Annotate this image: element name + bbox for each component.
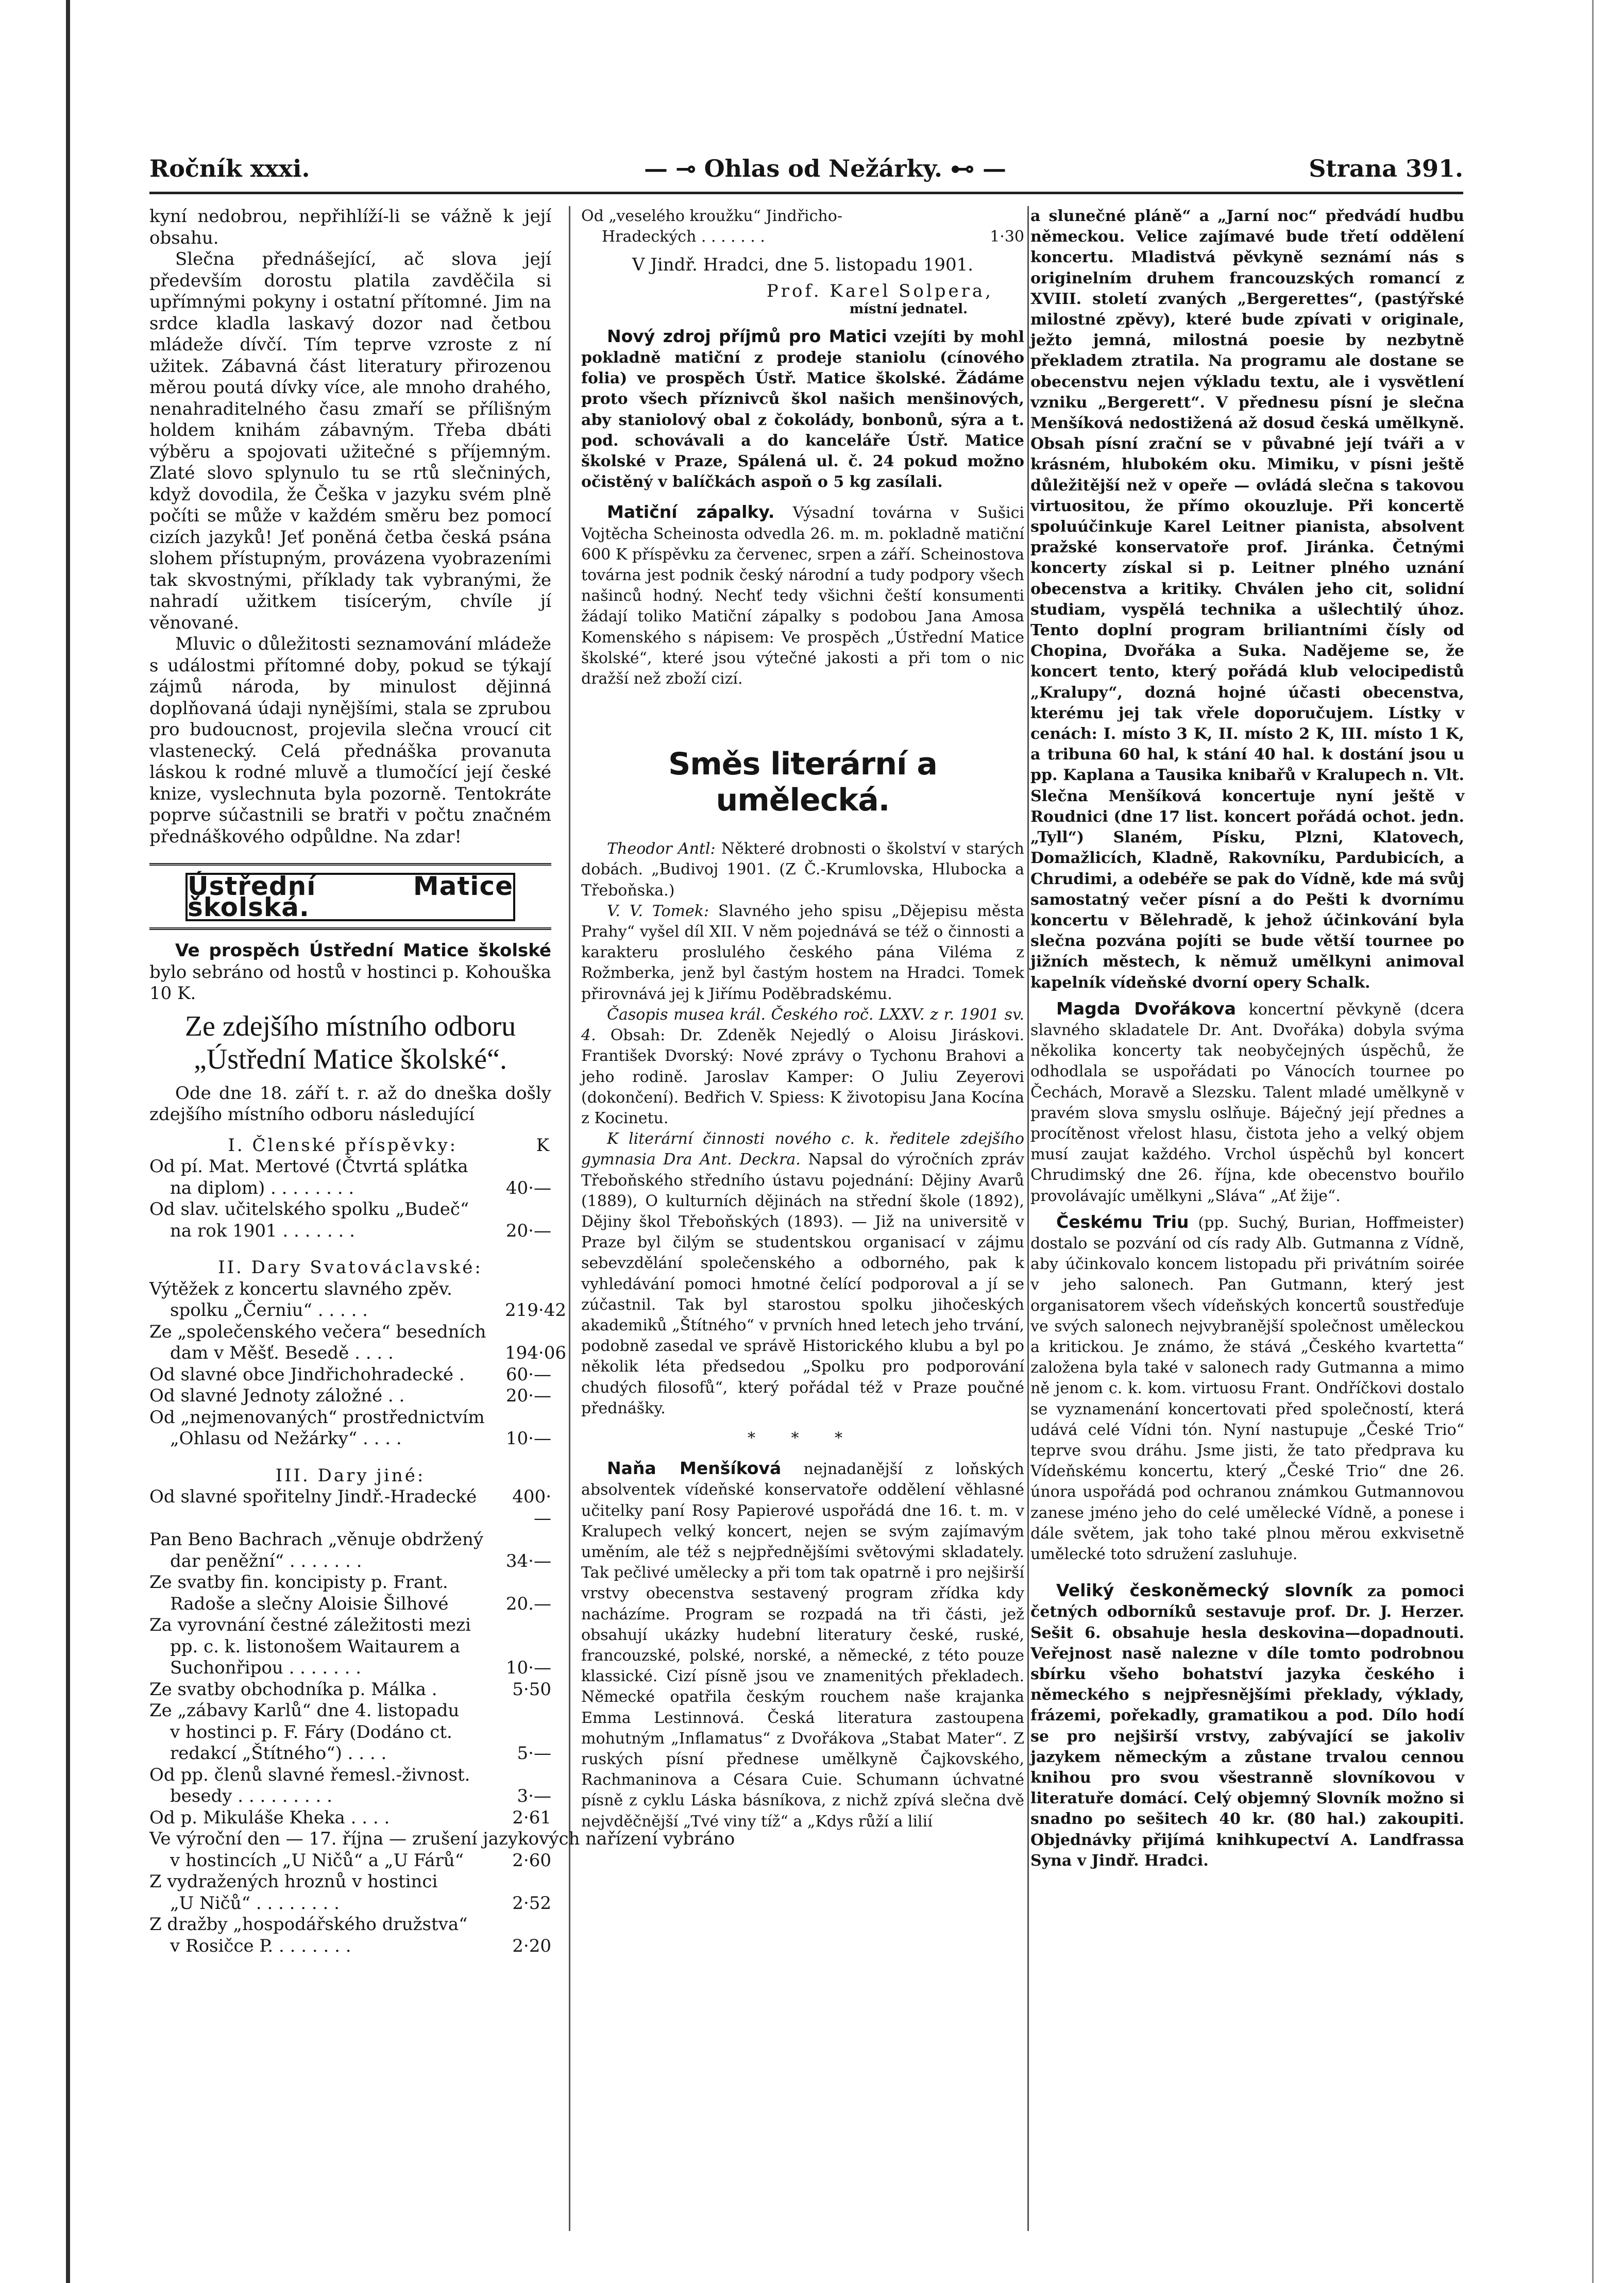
ledger-item-text: Od pp. členů slavné řemesl.-živnost. [149, 1764, 470, 1785]
ledger-item-text: spolku „Černiu“ . . . . . [170, 1300, 368, 1321]
ledger-item-text: Od „nejmenovaných“ prostřednictvím [149, 1407, 485, 1428]
article-lead: Naňa Menšíková [607, 1458, 782, 1479]
ledger-row [149, 1322, 551, 1343]
volume-label: Ročník xxxi. [149, 155, 310, 182]
article-magda [1030, 999, 1464, 1207]
column-2 [581, 206, 1024, 1832]
header-rule [149, 192, 1463, 194]
ledger-item-text: Výtěžek z koncertu slavného zpěv. [149, 1278, 452, 1299]
article-slovnik [1030, 1580, 1464, 1871]
ledger-row [149, 1700, 551, 1722]
ledger-amount: 34·— [505, 1550, 551, 1571]
article-text: za pomoci četných odborníků sestavuje prof. Dr. J. Herzer. Sešit 6. obsahuje hesla deskovina—dopadnouti. Veřejnost nasě nalezne v díle tomto podrobnou sbírku všeho bohatství jazyka českého i německého s nejpřesnějšími překlady, výklady, frázemi, pořekadly, gramatikou a pod. Dílo hodí se pro nejširší vrstvy, zabývající se jakoliv jazykem německým a zůstane trvalou cennou knihou pro svou všestranně slovníkovou v literatuře domácí. Celý objemný Slovník možno si snadno po sešitech 40 kr. (80 hal.) zakoupiti. Objednávky přijímá knihkupectví A. Landfrassa Syna v Jindř. Hradci. [1030, 1582, 1464, 1870]
ledger-amount: 400·— [512, 1486, 551, 1529]
left-binding-edge [66, 0, 70, 2283]
entry-text: Napsal do výročních zpráv Třeboňského středního ústavu pojednání: Dějiny Avarů (1889), O kulturních dějinách na střední škole (1892), Dějiny škol Třeboňských (1893). — Již na universitě v Praze byl čilým se studentskou organisací v zájmu sebevzdělání společenského a odborného, pak k vyhledávání pomoci hmotné čelící podporoval a jí se zúčastnil. Tak byl starostou spolku jihočeských akademiků „Štítného“ v prvních hned letech jeho trvání, podobně zasedal ve správě Historického klubu a byl po několik léta předsedou „Spolku pro podporování chudých filosofů“, který pořádal též v Praze poučné přednášky. [581, 1151, 1025, 1417]
article-text: Výsadní továrna v Sušici Vojtěcha Scheinosta odvedla 26. m. m. pokladně matiční 600 K příspěvku za červenec, srpen a září. Scheinostova továrna jest podnik český národní a tudy podpory všech našinců hodný. Nechť tedy všichni čeští konsumenti žádají toliko Matiční zápalky s podobou Jana Amosa Komenského s nápisem: Ve prospěch „Ústřední Matice školské“, které jsou výtečné jakosti a při tom o nic dražší než zboží cizí. [581, 504, 1024, 688]
ledger-amount: 2·20 [512, 1935, 551, 1956]
entry-author: K literární činnosti nového c. k. ředitele zdejšího gymnasia Dra Ant. Deckra. [581, 1130, 1024, 1169]
ledger-amount: 1·30 [990, 228, 1024, 246]
ledger-row [149, 1658, 551, 1679]
ledger-item-text: Z dražby „hospodářského družstva“ [149, 1914, 468, 1935]
ledger-list-1 [149, 1156, 551, 1242]
article-lead: Nový zdroj příjmů pro Matici [607, 326, 887, 346]
ledger-heading-text: I. Členské příspěvky: [228, 1135, 458, 1156]
section-title: Ze zdejšího místního odboru „Ústřední Matice školské“. [184, 1010, 516, 1075]
ledger-amount [505, 1572, 551, 1594]
ledger-item-text: Z vydražených hroznů v hostinci [149, 1871, 438, 1892]
literary-entry [581, 839, 1024, 901]
ledger-item-text: dam v Měšť. Besedě . . . . [170, 1343, 394, 1363]
ledger-item-text: Ze „zábavy Karlů“ dne 4. listopadu [149, 1700, 460, 1721]
paragraph-continued: a slunečné pláně“ a „Jarní noc“ předvádí hudbu německou. Velice zajímavé bude třetí oddělení koncertu. Mladistvá pěvkyně seznámí nás s originelním druhem francouzských romancí z XVIII. století zvaných „Bergerettes“, (pastýřské milostné zpěvy), které bude zpívati v originale, ježto jemná, milostná poesie by nezbytně překladem ztratila. Na programu ale dostane se obecenstvu nejen výkladu textu, ale i vysvětlení vzniku „Bergerett“. V přednesu písní je slečna Menšíková nedostižená až dosud česká umělkyně. Obsah písní zrační se v půvabné její tváři a v krásném, hlubokém oku. Mimiku, v písni ještě důležitější než v opeře — ovládá slečna s takovou virtuositou, že přímo okouzluje. Při koncertě spoluúčinkuje Karel Leitner pianista, absolvent pražské konservatoře prof. Jiránka. Četnými koncerty získal si p. Leitner plného uznání obecenstva a kritiky. Chválen jeho cit, solidní studiam, vyspělá technika a ušlechtilý úhoz. Tento doplní program briliantními čísly od Chopina, Dvořáka a Suka. Nadějeme se, že koncert tento, který pořádá klub velocipedistů „Kralupy“, dozná hojné účasti obecenstva, kterému jej tak vřele doporučujem. Lístky v cenách: I. místo 3 K, II. místo 2 K, III. místo 1 K, a tribuna 60 hal, k stání 40 hal. k dostání jsou u pp. Kaplana a Tausika knibařů v Kralupech n. Vlt. Slečna Menšíková koncertuje nyní ještě v Roudnici (dne 17 list. koncert pořádá ochot. jedn. „Tyll“) Slaném, Písku, Plzni, Klatovech, Domažlicích, Kladně, Rakovníku, Pardubicích, a Chrudimi, a odebéře se pak do Vídně, kde má svůj samostatný večer písní a do Pešti k dvornímu koncertu v Bělehradě, k jehož účinkování byla slečna pozvána pojíti se bude větší tournee po jižních městech, k němuž umělkyni animoval kapelník vídeňské dvorní opery Schalk. [1030, 207, 1464, 992]
ledger-item-text: „Ohlasu od Nežárky“ . . . . [170, 1428, 402, 1449]
entry-author: V. V. Tomek: [607, 902, 709, 920]
ledger-list-2 [149, 1278, 566, 1450]
paragraph: Mluvic o důležitosti seznamování mládeže s událostmi přítomné doby, pokud se týkají zájmů národa, by minulost dějinná doplňovaná údaji nynějšími, stala se zprubou pro budoucnost, projevila slečna vroucí cit vlastenecký. Celá přednáška provanuta láskou k rodné mluvě a tlumočící její české knize, vyslechnuta byla pozorně. Tentokráte poprve súčastnili se bratři v počtu značném přednáškového odpůldne. Na zdar! [149, 634, 551, 847]
ledger-amount: 3·— [517, 1786, 551, 1806]
literary-entry [581, 1005, 1024, 1129]
ledger-amount [505, 1700, 551, 1722]
ledger-amount [505, 1529, 551, 1551]
ledger-amount [505, 1199, 551, 1221]
ledger-amount [505, 1871, 551, 1893]
ledger-amount: 194·06 [505, 1343, 566, 1363]
ledger-item-text: pp. c. k. listonošem Waitaurem a [170, 1636, 460, 1657]
notice-text: bylo sebráno od hostů v hostinci p. Kohouška 10 K. [149, 961, 551, 1004]
article-novy-zdroj [581, 326, 1024, 493]
ledger-amount: 10·— [505, 1658, 551, 1678]
ledger-row [149, 1722, 551, 1744]
ledger-row [149, 1765, 551, 1786]
signature [581, 281, 1024, 301]
intro-paragraph: Ode dne 18. září t. r. až do dneška došly zdejšího místního odboru následující [149, 1083, 551, 1125]
ledger-amount [505, 1765, 551, 1786]
ledger-row [149, 1636, 551, 1658]
article-lead: Veliký českoněmecký slovník [1056, 1580, 1353, 1601]
ledger-item-text: v hostincích „U Ničů“ a „U Fárů“ [170, 1850, 464, 1871]
ledger-item-text: Od pí. Mat. Mertové (Čtvrtá splátka [149, 1156, 468, 1177]
ledger-amount [505, 1615, 551, 1636]
ledger-amount: 20.— [505, 1593, 551, 1614]
ledger-row [149, 1529, 551, 1551]
entry-text: Slavného jeho spisu „Dějepisu města Prahy“ vyšel díl XII. V něm pojednává se též o činnosti a karakteru proslulého českého pána Viléma z Rožmberka, jenž byl častým hostem na Hradci. Tomek přirovnává jej k Jiřímu Poděbradskému. [581, 902, 1024, 1003]
notice-lead: Ve prospěch Ústřední Matice školské [175, 940, 551, 961]
ledger-item-text: v hostinci p. F. Fáry (Dodáno ct. [170, 1721, 452, 1743]
ledger-amount [505, 1322, 551, 1343]
ledger-item-text: Od „veselého kroužku“ Jindřicho- [581, 207, 842, 225]
ledger-list-3 [149, 1486, 735, 1957]
ledger-row [149, 1679, 551, 1701]
ledger-row [149, 1343, 566, 1364]
ledger-row [149, 1871, 551, 1893]
article-lead: Magda Dvořákova [1056, 998, 1236, 1019]
article-nana [581, 1458, 1024, 1832]
right-page-edge [1592, 0, 1594, 2283]
ledger-item-text: Od slav. učitelského spolku „Budeč“ [149, 1199, 469, 1220]
ledger-item-text: Radoše a slečny Aloisie Šilhové [170, 1593, 449, 1614]
ledger-amount: 5·50 [512, 1679, 551, 1700]
ledger-row [149, 1279, 551, 1300]
ledger-row [581, 227, 1024, 247]
notice-paragraph [149, 940, 551, 1005]
ledger-amount: 60·— [505, 1364, 551, 1385]
ledger-item-text: Ze „společenského večera“ besedních [149, 1321, 486, 1342]
ledger-item-text: na diplom) . . . . . . . . [170, 1177, 354, 1198]
ledger-item-text: redakcí „Štítného“) . . . . [170, 1743, 387, 1764]
ledger-amount [978, 206, 1024, 227]
ledger-row [149, 1936, 551, 1957]
ledger-heading-2: II. Dary Svatováclavské: [218, 1257, 483, 1278]
ledger-row [149, 1199, 551, 1221]
signature-name: Prof. Karel Solpera, [766, 280, 993, 301]
ledger-item-text: v Rosičce P. . . . . . . . [170, 1935, 351, 1956]
ledger-heading-1 [149, 1135, 551, 1157]
ledger-row [149, 1914, 551, 1936]
ledger-row [149, 1743, 551, 1765]
literary-entries [581, 839, 1024, 1419]
ledger-amount: 40·— [505, 1177, 551, 1198]
ledger-amount: 2·52 [512, 1892, 551, 1914]
article-trio [1030, 1212, 1464, 1565]
article-lead: Matiční zápalky. [607, 502, 775, 522]
ledger-item-text: Pan Beno Bachrach „věnuje obdržený [149, 1529, 484, 1550]
ledger-row [149, 1615, 551, 1636]
ledger-row [149, 1486, 551, 1529]
ledger-row [149, 1407, 551, 1429]
banner-title: Ústřední Matice školská. [185, 873, 515, 921]
ledger-row [149, 1572, 551, 1594]
ledger-item-text: besedy . . . . . . . . . [170, 1786, 332, 1806]
ledger-item-text: na rok 1901 . . . . . . . [170, 1220, 355, 1241]
ledger-item-text: Od slavné Jednoty záložné . . [149, 1385, 405, 1406]
ledger-row [149, 1594, 551, 1615]
page-number: Strana 391. [1309, 155, 1463, 182]
ledger-amount [505, 1156, 551, 1178]
article-text: vzejíti by mohl pokladně matiční z prodeje staniolu (cínového folia) ve prospěch Ústř. Matice školské. Žádáme proto všech příznivců škol našich menšinových, aby staniolový obal z čokolády, bonbonů, sýra a t. pod. schovávali a do kanceláře Ústř. Matice školské v Praze, Spálená ul. č. 24 pokud možno očistěný v balíčkách aspoň o 5 kg zasílali. [581, 328, 1024, 492]
currency-unit: K [536, 1135, 551, 1156]
literary-entry [581, 1129, 1024, 1419]
ledger-amount: 5·— [517, 1743, 551, 1764]
ledger-row [149, 1428, 551, 1450]
ledger-row [149, 1385, 551, 1407]
ledger-row [581, 206, 1024, 227]
ledger-item-text: Za vyrovnání čestné záležitosti mezi [149, 1615, 471, 1635]
paragraph: Slečna přednášející, ač slova její především dorostu platila zavděčila si upřímnými pokyny i ostatní přítomné. Jim na srdce kladla laskavý dozor nad četbou mládeže dívčí. Tím teprve vzroste z ní užitek. Zábavná část literatury přirozenou měrou poutá dívky více, ale mnoho drahého, nenahraditelného času zmaří se přílišným holdem knihám zábavným. Třeba dbáti výběru a spojovati užitečné s příjemným. Zlaté slovo splynulo tu se rtů slečniných, když dovodila, že Češka v jazyku svém plně počíti se může v každém směru bez pomocí cizích jazyků! Jeť poněná četba česká psána slohem přístupným, provázena vyobrazeními tak skvostnými, příklady tak vybranými, že nahradí užitkem tisícerým, chvíle jí věnované. [149, 249, 551, 633]
article-maticni-zapalky [581, 502, 1024, 689]
ledger-row [149, 1364, 551, 1386]
ledger-list-continued [581, 206, 1024, 247]
ledger-row [149, 1551, 551, 1572]
ledger-row [149, 1178, 551, 1199]
literary-entry [581, 901, 1024, 1005]
ledger-amount [505, 1636, 551, 1658]
entry-author: Časopis musea král. Českého roč. LXXV. z r. 1901 sv. 4. [581, 1005, 1024, 1045]
article-text: (pp. Suchý, Burian, Hoffmeister) dostalo se pozvání od cís rady Alb. Gutmanna z Vídně, aby účinkovalo koncem listopadu při privátním soirée v jeho salonech. Pan Gutmann, který jest organisatorem všech vídeňských koncertů soustřeďuje ve svých salonech nejvybranější společnost uměleckou a kritickou. Je známo, že stává „Českého kvartetta“ založena byla také v salonech rady Gutmanna a mimo ně jenom c. k. kom. virtuosu Frant. Ondříčkovi dostalo se vyznamenání koncertovati před společností, která udává celé Vídni tón. Nyní nastupuje „České Trio“ teprve svou dráhu. Jsme jisti, že tato předprava ku Vídeňskému koncertu, který „České Trio“ dne 26. února uspořádá pod ochranou známkou Gutmannovou zanese jméno jeho do celé umělecké Vídně, a ponese i dále světem, jak toho také plnou měrou exkvisetně umělecké toto sdružení zasluhuje. [1030, 1213, 1465, 1563]
ledger-item-text: Ze svatby obchodníka p. Málka . [149, 1679, 437, 1700]
section-banner [149, 863, 551, 930]
ledger-row [149, 1807, 551, 1829]
column-rule-2 [1027, 206, 1029, 2231]
paragraph: kyní nedobrou, nepřihlíží-li se vážně k její obsahu. [149, 206, 551, 248]
ledger-row [149, 1893, 551, 1915]
ledger-item-text: Ve výroční den — 17. října — zrušení jazykových nařízení vybráno [149, 1829, 735, 1849]
entry-text: Obsah: Dr. Zdeněk Nejedlý o Aloisu Jiráskovi. František Dvorský: Nové zprávy o Tychonu Brahovi a jeho rodině. Jaroslav Kamper: O Juliu Zeyerovi (dokončení). Bedřich V. Spiess: K životopisu Jana Kocína z Kocinetu. [581, 1026, 1024, 1127]
masthead-title: — ⊸ Ohlas od Nežárky. ⊷ — [644, 155, 1006, 182]
column-rule-1 [569, 206, 570, 2231]
signature-role: místní jednatel. [849, 301, 968, 317]
ledger-item-text: Hradeckých . . . . . . . [602, 228, 765, 246]
ledger-row [149, 1300, 566, 1322]
article-text: nejnadanější z loňských absolventek vídeňské konservatoře oddělení věhlasné učitelky paní Rosy Papierové uspořádá dne 16. t. m. v Kralupech velký koncert, nejen se svým zajímavým uměním, ale též s nejpřednějšími světovými skladately. Tak pečlivé umělecky a při tom tak opatrně i pro nejširší vrstvy obecenstva sestavený program zřídka kdy nacházíme. Program se rozpadá na tři části, jež obsahují ukázky hudební literatury české, ruské, francouzské, polské, norské, a německé, z této pouze klassické. Cizí písně jsou ve znamenitých překladech. Německé opatřila českým rouchem naše krajanka Emma Lestinnová. Česká literatura zastoupena mohutným „Inflamatus“ z Dvořákova „Stabat Mater“. Z ruských písní přednese umělkyně Čajkovského, Rachmaninova a Césara Cuie. Schumann úchvatné písně z cyklu Láska básníkova, z nichž zpívá slečna dvě nejvděčnější „Tvé viny tíž“ a „Kdys růží a lilií [581, 1460, 1024, 1831]
ledger-item-text: „U Ničů“ . . . . . . . . [170, 1892, 340, 1914]
column-3 [1030, 206, 1464, 1871]
ledger-item-text: Ze svatby fin. koncipisty p. Frant. [149, 1572, 448, 1593]
ledger-amount [505, 1914, 551, 1936]
article-text: koncertní pěvkyně (dcera slavného skladatele Dr. Ant. Dvořáka) dobyla svýma několika koncerty tak neobyčejných úspěchů, že odhodlala se uspořádati po Vánocích tournee po Čechách, Moravě a Slezsku. Talent mladé umělkyně v pravém slova smyslu oslňuje. Báječný její přednes a procítěnost vřelost hlasu, čistota jeho a velký objem musí zaujat každého. Vrchol úspěchů byl koncert Chrudimský dne 26. října, kde obecenstvo bouřilo provolávajíc umělkyni „Sláva“ „Ať žije“. [1030, 1000, 1464, 1205]
ledger-amount [505, 1722, 551, 1744]
ledger-item-text: Od slavné obce Jindřichohradecké . [149, 1364, 465, 1385]
ledger-row [149, 1786, 551, 1807]
ledger-row [149, 1850, 551, 1872]
separator-stars: * * * [747, 1429, 858, 1447]
entry-text: Některé drobnosti o školství v starých dobách. „Budivoj 1901. (Z Č.-Krumlovska, Hlubocka a Třeboňska.) [581, 840, 1024, 900]
ledger-item-text: dar peněžní“ . . . . . . . [170, 1550, 362, 1571]
ledger-item-text: Suchonřipou . . . . . . . [170, 1658, 362, 1678]
ledger-amount [505, 1407, 551, 1429]
masthead-text: Ohlas od Nežárky. [704, 155, 942, 182]
dateline: V Jindř. Hradci, dne 5. listopadu 1901. [632, 255, 974, 276]
section-title-smes: Směs literární a umělecká. [668, 746, 937, 819]
ledger-row [149, 1829, 735, 1850]
ledger-amount: 219·42 [505, 1300, 566, 1321]
article-lead: Českému Triu [1056, 1211, 1189, 1232]
ledger-amount: 20·— [505, 1220, 551, 1241]
ledger-item-text: Od p. Mikuláše Kheka . . . . [149, 1807, 390, 1828]
ledger-row [149, 1221, 551, 1242]
ledger-amount: 20·— [505, 1385, 551, 1406]
ledger-amount: 2·61 [512, 1807, 551, 1828]
entry-author: Theodor Antl: [607, 840, 716, 858]
ledger-amount: 10·— [505, 1428, 551, 1449]
ledger-row [149, 1156, 551, 1178]
ledger-item-text: Od slavné spořitelny Jindř.-Hradecké [149, 1486, 477, 1507]
ledger-heading-3: III. Dary jiné: [275, 1465, 426, 1486]
running-header [149, 155, 1463, 185]
ledger-amount [505, 1279, 551, 1300]
ledger-amount: 2·60 [512, 1850, 551, 1871]
